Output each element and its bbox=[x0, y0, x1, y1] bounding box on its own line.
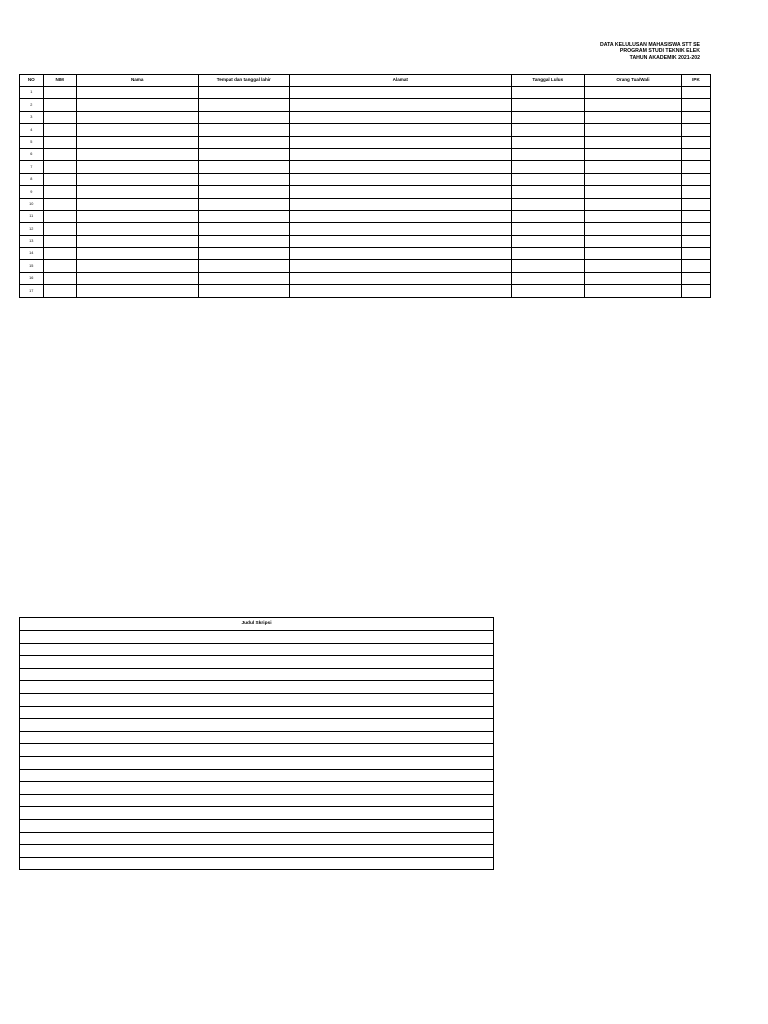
table-row bbox=[20, 198, 711, 210]
col-header-tanggal-lulus: Tanggal Lulus bbox=[511, 75, 584, 87]
cell-ttl bbox=[198, 223, 289, 235]
cell-nim bbox=[43, 148, 76, 160]
thesis-title-cell bbox=[20, 782, 494, 795]
cell-ttl bbox=[198, 99, 289, 111]
cell-orang-tua bbox=[584, 272, 681, 284]
cell-alamat bbox=[290, 248, 512, 260]
cell-ipk bbox=[681, 210, 710, 222]
thesis-title-cell bbox=[20, 794, 494, 807]
cell-nim bbox=[43, 260, 76, 272]
table-row bbox=[20, 819, 494, 832]
thesis-title-cell bbox=[20, 693, 494, 706]
cell-nama bbox=[76, 260, 198, 272]
cell-tanggal-lulus bbox=[511, 198, 584, 210]
table-row bbox=[20, 845, 494, 858]
table-row bbox=[20, 731, 494, 744]
cell-ipk bbox=[681, 223, 710, 235]
cell-ttl bbox=[198, 87, 289, 99]
cell-alamat bbox=[290, 124, 512, 136]
cell-ipk bbox=[681, 248, 710, 260]
cell-tanggal-lulus bbox=[511, 248, 584, 260]
cell-nama bbox=[76, 148, 198, 160]
cell-ipk bbox=[681, 99, 710, 111]
cell-ttl bbox=[198, 136, 289, 148]
cell-ttl bbox=[198, 161, 289, 173]
cell-nama bbox=[76, 136, 198, 148]
table-row bbox=[20, 87, 711, 99]
cell-orang-tua bbox=[584, 223, 681, 235]
cell-nama bbox=[76, 87, 198, 99]
table-row bbox=[20, 807, 494, 820]
cell-nim bbox=[43, 198, 76, 210]
cell-alamat bbox=[290, 173, 512, 185]
table-row bbox=[20, 285, 711, 297]
cell-ttl bbox=[198, 285, 289, 297]
cell-nim bbox=[43, 111, 76, 123]
cell-orang-tua bbox=[584, 136, 681, 148]
cell-nim bbox=[43, 210, 76, 222]
cell-orang-tua bbox=[584, 173, 681, 185]
cell-tanggal-lulus bbox=[511, 148, 584, 160]
cell-orang-tua bbox=[584, 111, 681, 123]
cell-orang-tua bbox=[584, 161, 681, 173]
cell-alamat bbox=[290, 210, 512, 222]
table-row bbox=[20, 260, 711, 272]
cell-no: 1 bbox=[20, 87, 44, 99]
title-line-3: TAHUN AKADEMIK 2021-202 bbox=[629, 54, 700, 61]
graduates-table bbox=[19, 74, 711, 298]
cell-no: 3 bbox=[20, 111, 44, 123]
table-row bbox=[20, 681, 494, 694]
thesis-title-cell bbox=[20, 706, 494, 719]
table-row bbox=[20, 111, 711, 123]
table-row bbox=[20, 719, 494, 732]
cell-nim bbox=[43, 235, 76, 247]
cell-nim bbox=[43, 272, 76, 284]
table-row bbox=[20, 631, 494, 644]
cell-no: 13 bbox=[20, 235, 44, 247]
cell-tanggal-lulus bbox=[511, 124, 584, 136]
cell-tanggal-lulus bbox=[511, 87, 584, 99]
cell-nim bbox=[43, 186, 76, 198]
col-header-no: NO bbox=[20, 75, 44, 87]
cell-alamat bbox=[290, 223, 512, 235]
cell-nama bbox=[76, 285, 198, 297]
table-row bbox=[20, 148, 711, 160]
table-row bbox=[20, 136, 711, 148]
cell-tanggal-lulus bbox=[511, 210, 584, 222]
cell-ipk bbox=[681, 186, 710, 198]
cell-ttl bbox=[198, 235, 289, 247]
cell-ipk bbox=[681, 173, 710, 185]
table-row bbox=[20, 782, 494, 795]
cell-ttl bbox=[198, 210, 289, 222]
cell-orang-tua bbox=[584, 99, 681, 111]
cell-tanggal-lulus bbox=[511, 111, 584, 123]
cell-orang-tua bbox=[584, 285, 681, 297]
cell-ttl bbox=[198, 186, 289, 198]
cell-alamat bbox=[290, 285, 512, 297]
thesis-title-cell bbox=[20, 744, 494, 757]
thesis-title-cell bbox=[20, 731, 494, 744]
table-row bbox=[20, 656, 494, 669]
cell-no: 15 bbox=[20, 260, 44, 272]
table-row bbox=[20, 99, 711, 111]
title-line-1: DATA KELULUSAN MAHASISWA STT SE bbox=[600, 42, 700, 48]
cell-ipk bbox=[681, 124, 710, 136]
thesis-table bbox=[19, 617, 494, 870]
cell-alamat bbox=[290, 136, 512, 148]
thesis-header: Judul Skripsi bbox=[20, 618, 494, 631]
thesis-title-cell bbox=[20, 857, 494, 870]
thesis-title-cell bbox=[20, 756, 494, 769]
cell-tanggal-lulus bbox=[511, 136, 584, 148]
cell-alamat bbox=[290, 111, 512, 123]
cell-nama bbox=[76, 223, 198, 235]
cell-no: 2 bbox=[20, 99, 44, 111]
title-line-2: PROGRAM STUDI TEKNIK ELEK bbox=[619, 48, 700, 55]
cell-ttl bbox=[198, 248, 289, 260]
thesis-title-cell bbox=[20, 769, 494, 782]
cell-orang-tua bbox=[584, 260, 681, 272]
cell-orang-tua bbox=[584, 148, 681, 160]
table-row bbox=[20, 857, 494, 870]
cell-ttl bbox=[198, 260, 289, 272]
cell-nama bbox=[76, 198, 198, 210]
table-row bbox=[20, 272, 711, 284]
cell-ttl bbox=[198, 124, 289, 136]
thesis-title-cell bbox=[20, 668, 494, 681]
thesis-title-cell bbox=[20, 845, 494, 858]
table-row bbox=[20, 223, 711, 235]
table-row bbox=[20, 186, 711, 198]
cell-orang-tua bbox=[584, 198, 681, 210]
table-row bbox=[20, 668, 494, 681]
cell-ttl bbox=[198, 173, 289, 185]
thesis-title-cell bbox=[20, 832, 494, 845]
cell-alamat bbox=[290, 235, 512, 247]
cell-no: 4 bbox=[20, 124, 44, 136]
cell-orang-tua bbox=[584, 210, 681, 222]
cell-ipk bbox=[681, 285, 710, 297]
table-row bbox=[20, 706, 494, 719]
cell-no: 10 bbox=[20, 198, 44, 210]
cell-tanggal-lulus bbox=[511, 223, 584, 235]
thesis-header-row bbox=[20, 618, 494, 631]
table-row bbox=[20, 173, 711, 185]
cell-nama bbox=[76, 272, 198, 284]
cell-no: 12 bbox=[20, 223, 44, 235]
graduates-header-row bbox=[20, 75, 711, 87]
cell-no: 5 bbox=[20, 136, 44, 148]
cell-nama bbox=[76, 248, 198, 260]
col-header-ipk: IPK bbox=[681, 75, 710, 87]
thesis-title-cell bbox=[20, 819, 494, 832]
cell-ipk bbox=[681, 148, 710, 160]
cell-no: 16 bbox=[20, 272, 44, 284]
cell-nim bbox=[43, 124, 76, 136]
table-row bbox=[20, 124, 711, 136]
cell-orang-tua bbox=[584, 248, 681, 260]
cell-ttl bbox=[198, 111, 289, 123]
thesis-title-cell bbox=[20, 643, 494, 656]
cell-ttl bbox=[198, 148, 289, 160]
table-row bbox=[20, 235, 711, 247]
cell-alamat bbox=[290, 260, 512, 272]
cell-alamat bbox=[290, 148, 512, 160]
cell-nama bbox=[76, 99, 198, 111]
cell-ipk bbox=[681, 161, 710, 173]
cell-no: 6 bbox=[20, 148, 44, 160]
cell-ipk bbox=[681, 260, 710, 272]
cell-nim bbox=[43, 99, 76, 111]
cell-orang-tua bbox=[584, 235, 681, 247]
table-row bbox=[20, 210, 711, 222]
cell-ipk bbox=[681, 87, 710, 99]
cell-nama bbox=[76, 111, 198, 123]
cell-nim bbox=[43, 161, 76, 173]
cell-ipk bbox=[681, 272, 710, 284]
cell-alamat bbox=[290, 99, 512, 111]
cell-nim bbox=[43, 173, 76, 185]
cell-ipk bbox=[681, 235, 710, 247]
cell-nim bbox=[43, 285, 76, 297]
col-header-nim: NIM bbox=[43, 75, 76, 87]
col-header-orang-tua: Orang Tua/Wali bbox=[584, 75, 681, 87]
cell-tanggal-lulus bbox=[511, 235, 584, 247]
cell-orang-tua bbox=[584, 124, 681, 136]
cell-nim bbox=[43, 248, 76, 260]
cell-tanggal-lulus bbox=[511, 161, 584, 173]
thesis-title-cell bbox=[20, 656, 494, 669]
cell-alamat bbox=[290, 186, 512, 198]
cell-no: 17 bbox=[20, 285, 44, 297]
cell-tanggal-lulus bbox=[511, 285, 584, 297]
col-header-nama: Nama bbox=[76, 75, 198, 87]
cell-alamat bbox=[290, 198, 512, 210]
cell-nama bbox=[76, 210, 198, 222]
cell-ttl bbox=[198, 272, 289, 284]
cell-nama bbox=[76, 161, 198, 173]
col-header-ttl: Tempat dan tanggal lahir bbox=[198, 75, 289, 87]
cell-ipk bbox=[681, 111, 710, 123]
cell-tanggal-lulus bbox=[511, 173, 584, 185]
cell-ipk bbox=[681, 198, 710, 210]
cell-ipk bbox=[681, 136, 710, 148]
cell-no: 14 bbox=[20, 248, 44, 260]
table-row bbox=[20, 794, 494, 807]
thesis-title-cell bbox=[20, 681, 494, 694]
table-row bbox=[20, 744, 494, 757]
col-header-alamat: Alamat bbox=[290, 75, 512, 87]
table-row bbox=[20, 161, 711, 173]
table-row bbox=[20, 756, 494, 769]
thesis-title-cell bbox=[20, 631, 494, 644]
cell-nim bbox=[43, 87, 76, 99]
cell-alamat bbox=[290, 272, 512, 284]
cell-tanggal-lulus bbox=[511, 272, 584, 284]
cell-tanggal-lulus bbox=[511, 186, 584, 198]
cell-no: 11 bbox=[20, 210, 44, 222]
cell-nama bbox=[76, 173, 198, 185]
cell-tanggal-lulus bbox=[511, 260, 584, 272]
cell-no: 7 bbox=[20, 161, 44, 173]
cell-nim bbox=[43, 136, 76, 148]
cell-orang-tua bbox=[584, 186, 681, 198]
document-title bbox=[540, 42, 700, 61]
table-row bbox=[20, 248, 711, 260]
cell-nama bbox=[76, 186, 198, 198]
table-row bbox=[20, 769, 494, 782]
thesis-title-cell bbox=[20, 719, 494, 732]
cell-nama bbox=[76, 124, 198, 136]
table-row bbox=[20, 832, 494, 845]
cell-nim bbox=[43, 223, 76, 235]
cell-alamat bbox=[290, 87, 512, 99]
thesis-title-cell bbox=[20, 807, 494, 820]
cell-ttl bbox=[198, 198, 289, 210]
cell-nama bbox=[76, 235, 198, 247]
cell-orang-tua bbox=[584, 87, 681, 99]
table-row bbox=[20, 643, 494, 656]
table-row bbox=[20, 693, 494, 706]
cell-alamat bbox=[290, 161, 512, 173]
cell-no: 8 bbox=[20, 173, 44, 185]
cell-no: 9 bbox=[20, 186, 44, 198]
cell-tanggal-lulus bbox=[511, 99, 584, 111]
